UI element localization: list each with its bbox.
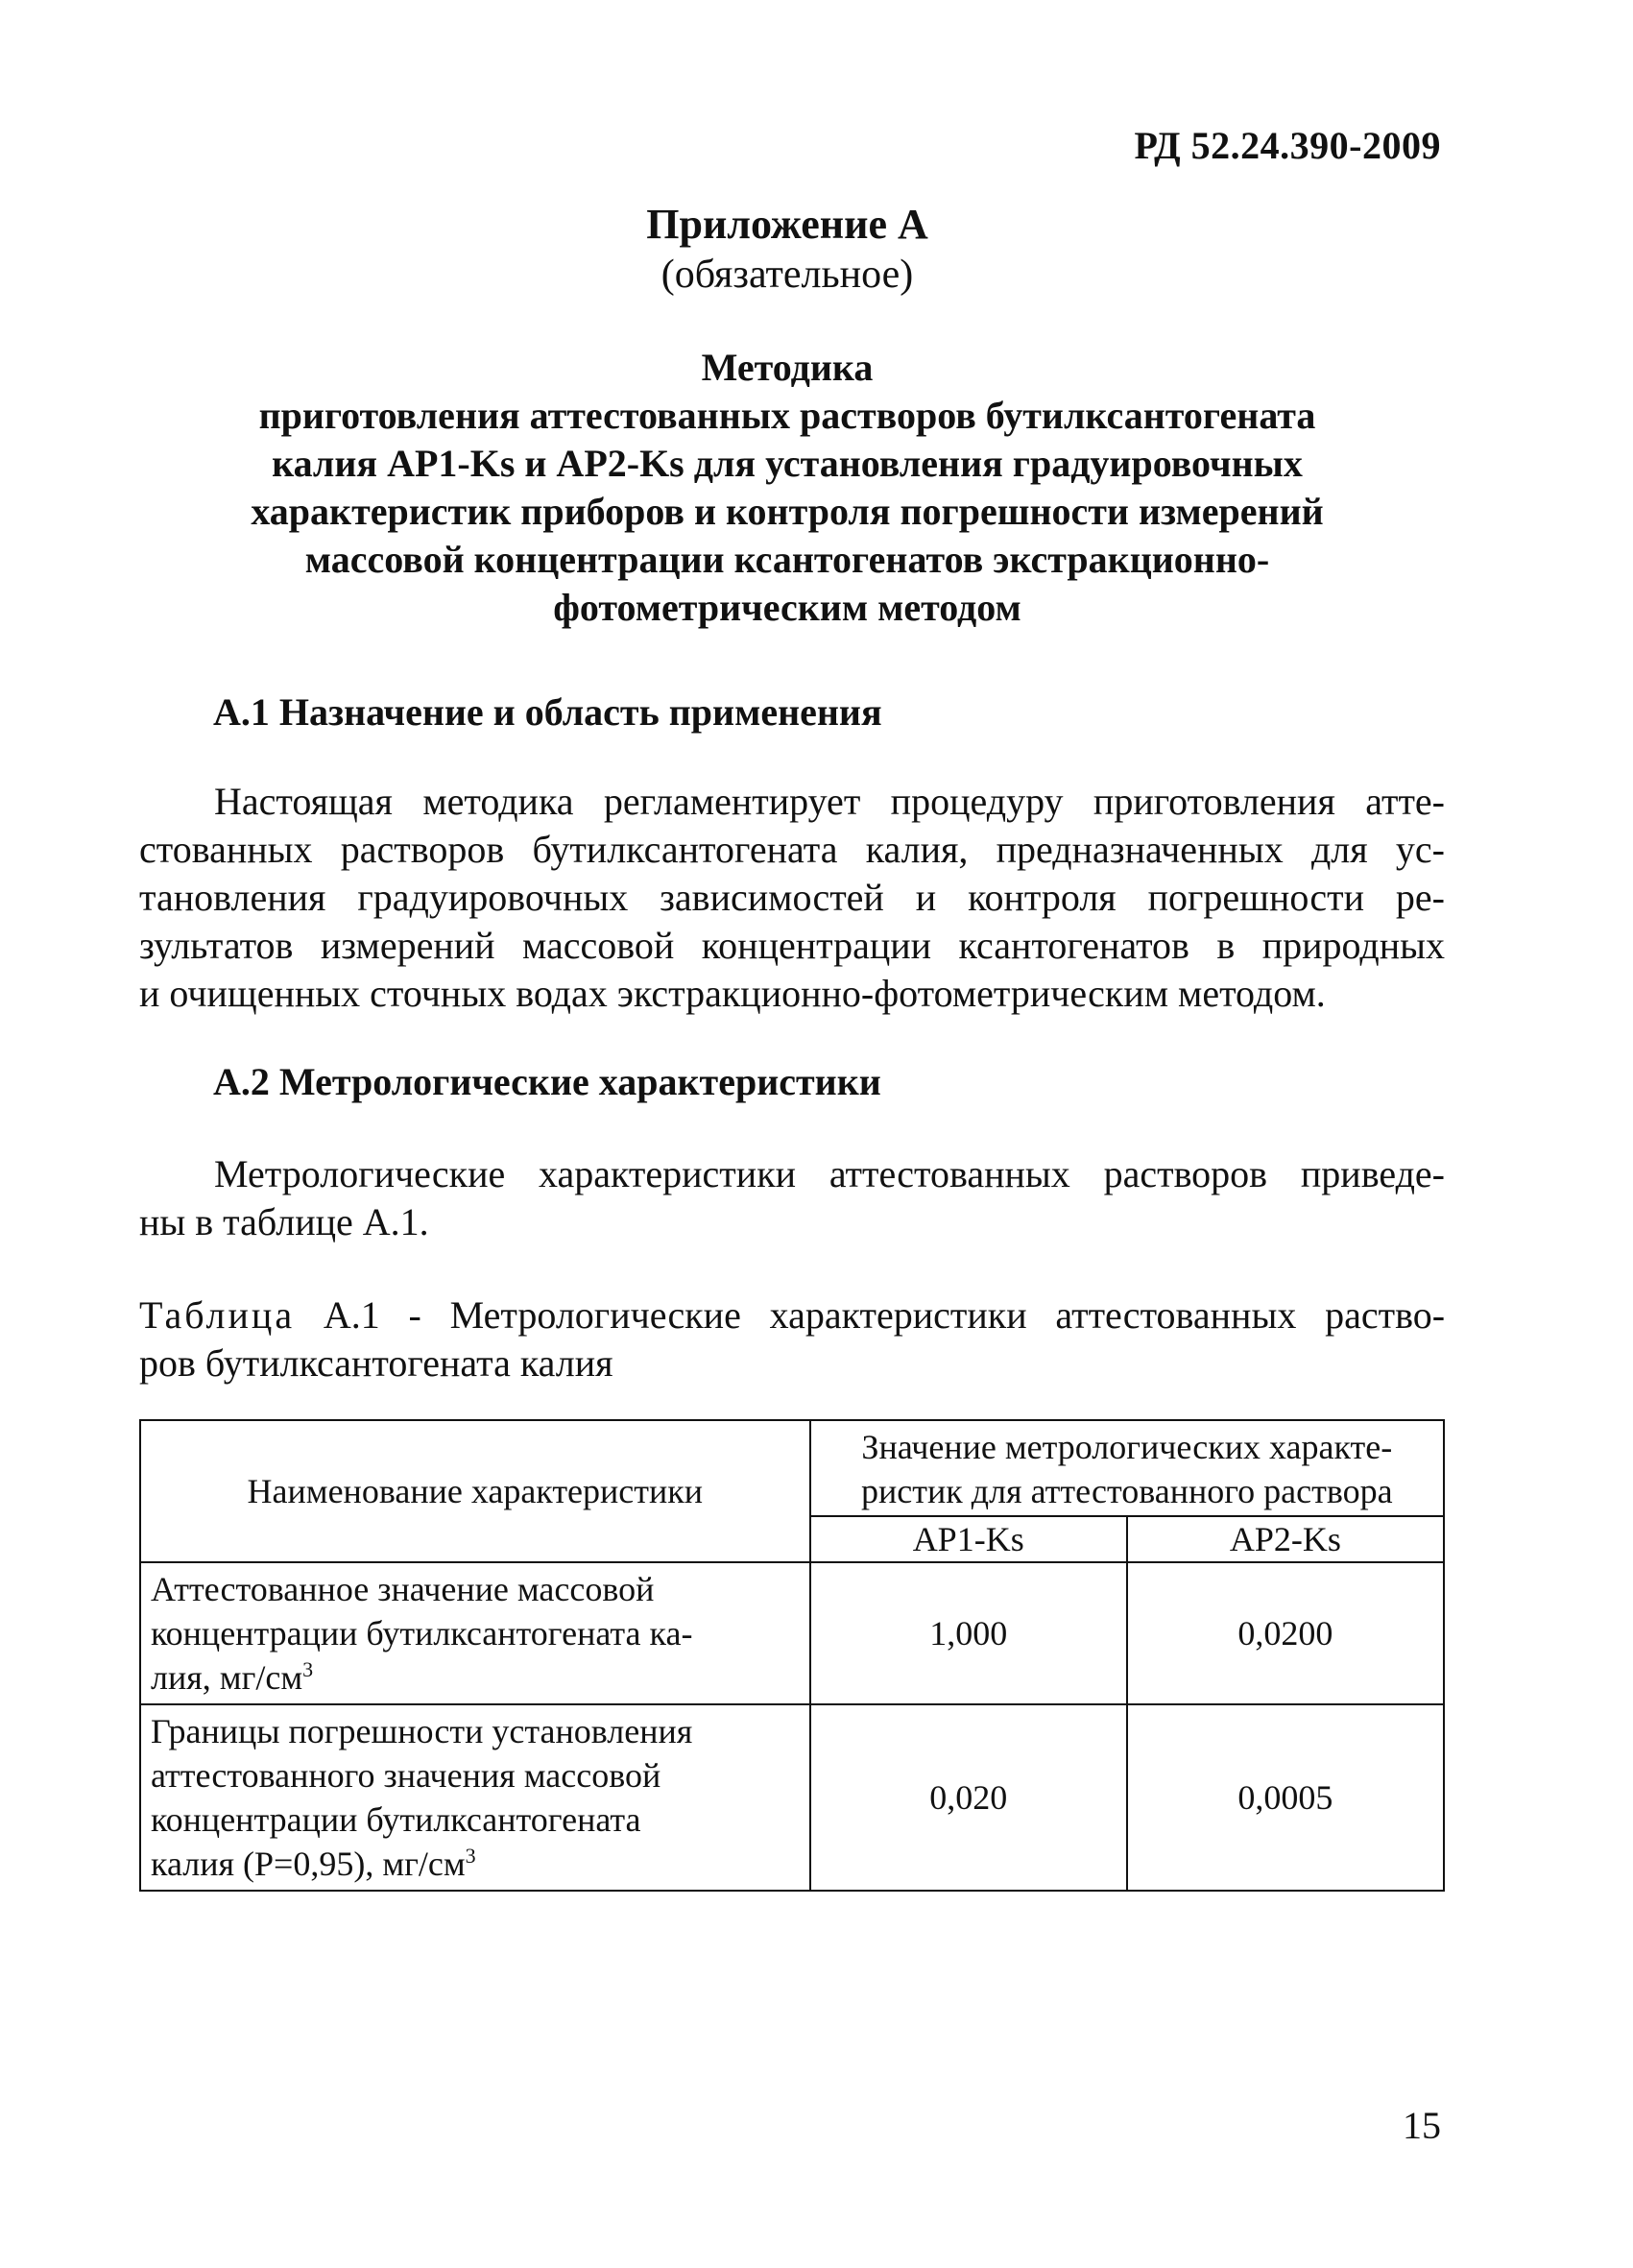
table-header-row: [140, 1420, 1444, 1516]
table-caption-line: [139, 1291, 1445, 1339]
column-header-name: Наименование характеристики: [140, 1420, 810, 1562]
row-description: [140, 1704, 810, 1891]
paragraph-line: и очищенных сточных водах экстракционно-фотометрическим методом.: [139, 972, 1326, 1015]
row-description-line: Границы погрешности установления: [151, 1712, 693, 1750]
appendix-title: Приложение А: [646, 201, 928, 248]
unit-superscript: 3: [465, 1844, 476, 1868]
row-description-text: лия, мг/см: [151, 1658, 303, 1697]
row-description-line: [151, 1842, 800, 1886]
paragraph-line: стованных растворов бутилксантогената калия, предназначенных для ус-: [139, 828, 1445, 871]
paragraph-line: тановления градуировочных зависимостей и контроля погрешности ре-: [139, 876, 1445, 919]
column-header-ap1: АР1-Ks: [810, 1516, 1127, 1562]
group-header-line: Значение метрологических характе-: [861, 1428, 1393, 1466]
value-ap2: 0,0005: [1127, 1704, 1444, 1891]
row-description: [140, 1562, 810, 1704]
section-heading-a2: А.2 Метрологические характеристики: [213, 1060, 881, 1103]
paragraph-line: ны в таблице А.1.: [139, 1200, 429, 1243]
method-title-line: массовой концентрации ксантогенатов экстракционно-: [304, 538, 1270, 581]
row-description-line: концентрации бутилксантогената ка-: [151, 1614, 693, 1653]
method-heading: Методика: [701, 346, 874, 389]
table-row: [140, 1562, 1444, 1704]
paragraph-line: зультатов измерений массовой концентрации ксантогенатов в природных: [139, 924, 1445, 967]
table-caption-text: А.1 - Метрологические характеристики аттестованных раство-: [323, 1293, 1446, 1337]
table-caption: [139, 1291, 1445, 1387]
method-title: [192, 392, 1382, 632]
group-header-line: ристик для аттестованного раствора: [861, 1472, 1393, 1510]
document-code: РД 52.24.390-2009: [1134, 124, 1441, 167]
metrology-table: [139, 1419, 1445, 1892]
method-title-line: приготовления аттестованных растворов бутилксантогената: [258, 394, 1316, 437]
unit-superscript: 3: [302, 1657, 314, 1681]
section-heading-a1: А.1 Назначение и область применения: [213, 690, 882, 734]
section-a1-paragraph: [139, 778, 1445, 1018]
method-title-line: фотометрическим методом: [553, 586, 1021, 629]
paragraph-line: Метрологические характеристики аттестованных растворов приведе-: [214, 1152, 1445, 1195]
column-header-ap2: АР2-Ks: [1127, 1516, 1444, 1562]
column-header-group: [810, 1420, 1444, 1516]
paragraph-line: Настоящая методика регламентирует процедуру приготовления атте-: [214, 780, 1445, 823]
row-description-line: [151, 1655, 800, 1700]
value-ap2: 0,0200: [1127, 1562, 1444, 1704]
method-title-line: характеристик приборов и контроля погрешности измерений: [251, 490, 1324, 533]
value-ap1: 0,020: [810, 1704, 1127, 1891]
method-title-line: калия АР1-Ks и АР2-Ks для установления градуировочных: [272, 442, 1303, 485]
row-description-line: концентрации бутилксантогената: [151, 1800, 641, 1839]
value-ap1: 1,000: [810, 1562, 1127, 1704]
table-caption-label: Таблица: [139, 1293, 296, 1337]
row-description-line: аттестованного значения массовой: [151, 1756, 661, 1795]
page-number: 15: [1403, 2104, 1441, 2147]
table-row: [140, 1704, 1444, 1891]
row-description-text: калия (Р=0,95), мг/см: [151, 1845, 466, 1883]
row-description-line: Аттестованное значение массовой: [151, 1570, 655, 1608]
table-caption-line: ров бутилксантогената калия: [139, 1341, 613, 1385]
appendix-subtitle: (обязательное): [660, 253, 914, 297]
section-a2-paragraph: [139, 1150, 1445, 1246]
